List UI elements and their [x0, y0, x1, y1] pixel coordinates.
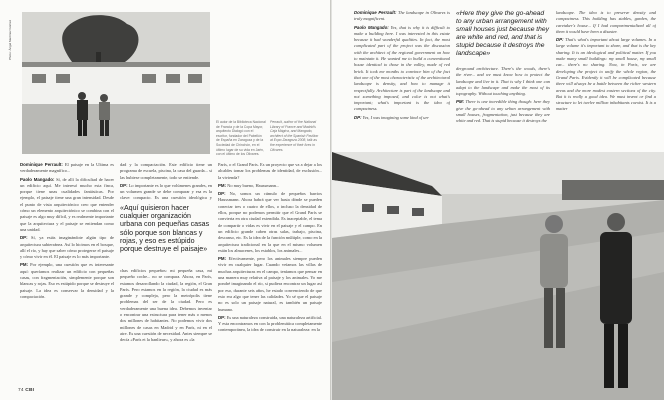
paragraph: PM: Por ejemplo, una cuestión que es interesante aquí: queríamos realizar un edificio con pequeñas casas, con fragmentación, simplemente porque son blancas y rojas. Eso es estúpido porque se destruye el paisaje. La idea es conservar la densidad y la compactación. — [20, 262, 114, 299]
paragraph: DP: Es una naturaleza construida, una naturaleza artificial. Y esta encontramos en con la problemática completamente contemporánea, la idea de construir en la naturaleza: en la — [218, 314, 322, 333]
right-column-3 — [556, 10, 656, 150]
right-page — [332, 0, 664, 400]
paragraph: DP: No, somos un cúmulo de pequeños barrios Haussmann. Ahora habrá que ver hasta dónde se pueden conectar tres o cuatro de ellos, o incluso la densidad de ellos, porque no podemos permitir que el Grand París se convierta en otra ciudad extendida. Es inaceptable, el tema de compartir o vidas es vivir en el paisaje y el campo. En un edificio grande caben otras salas, trabajo, piscina, descanso, etc. Es la idea de la función múltiple, como en la arquitectura tradicional en la que en el mismo volumen están los almacenes, los establos, los animales... — [218, 191, 322, 253]
paragraph: PM: There is one incredible thing though: here they give the go-ahead to any urban arrangement with small houses, fragmentation, just because they are white and red. That is stupid because it destroys the — [456, 99, 550, 124]
paragraph: DP: Sí, ya estás imaginándote algún tipo de arquitectura subterránea. Así lo hicimos en el bosque, allí el río, y hay que saber cómo protegerse el paisaje y cómo vivir en él. El paisaje es lo más importante. — [20, 235, 114, 260]
left-column-2-bottom — [120, 268, 212, 384]
paragraph: Paolo Mangado: Yes, that is why it is difficult to make a building here. I was interested in this estate because it had wonderful qualities. In fact, the most complicated part of the project was the discussion with the architect of the regional government on how to maintain it. He wanted me to build a conventional house identical to those in the valley, made of red brick. It took me months to convince him of the fact that one of the most characteristic of the architectural landscape is density, and how to manage it respectfully. Architecture is part of the landscape and not something imposed, and color is not what's important; what's important is the idea of compactness. — [354, 24, 450, 112]
caption-english: Perrault, author of the National Library of France and Madrid's Caja Mágica, and Mangado, architect of the Spanish Pavilion at Expo Zaragoza 2008, talk as the experience of their lives in Olivares. — [270, 120, 319, 152]
paragraph: dad y la compactación. Este edificio tiene un programa de escuela, piscina, la casa del guarda... si las hubiese completamente, todo se entiende. — [120, 162, 212, 180]
paragraph: chas edificios pequeños: mi pequeña casa, mi pequeño coche... no se compara. Ahora, en París, estamos desarrollando la ciudad, la región, el Gran París. Pero estamos en la región, la ciudad es más grande y compleja, pero la metrópolis tiene problemas del ser de la ciudad. Pero es verdaderamente una buena idea. Debemos inventar o encontrar una estructura para tener más o menos dos millones de habitantes. No podemos vivir dos millones de casas en Madrid y en París, ni en el aire. Es una cuestión de necesidad. Antes siempre se decía «París et la banlieue», y ahora es «la — [120, 268, 212, 343]
left-column-2-top — [120, 162, 212, 200]
paragraph: PM: Efectivamente, pero los animales siempre pueden vivir en cualquier lugar. Cuando veíamos las villas de muchas arquitecturas en el campo, teníamos que pensar en una manera muy relativa al paisaje y los animales. Yo me pondré imaginando el río, si pudiera encontrar un lugar así por eso, durante seis años, he estado convenciendo de que esto era algo que tener las calidades. Yo sé que el paisaje no es solo un paisaje natural, es también un paisaje humano. — [218, 256, 322, 312]
pull-quote-english: «Here they give the go-ahead to any urban arrangement with small houses just because they are white and red, and that is stupid because it destroys the landscape» — [456, 10, 549, 57]
paragraph: PM: No muy bueno, Haussmann... — [218, 182, 280, 188]
building-wall — [22, 64, 210, 104]
building-photo — [22, 12, 210, 154]
page-folio: 74 CBI — [18, 388, 35, 393]
caption-spanish: El autor de la Biblioteca Nacional de Francia y de la Copa Mayor, arquitecto Dialogó con el escritor, fundador del Pabellón de España en Zaragoza y de la Sociedad de Chinchón, en el último lugar de su vida en Jaén, con el último de los Olivares. — [216, 120, 266, 156]
paragraph: DP: That's what's important about large volumes. In a large volume it's important to share, and that is the key sharing. It is an ideological and political matter. If you make many small buildings: my small house, my small car... there's no sharing. Now, in Paris, we are developing the project to unify the whole region, the Grand Paris. Evidently it will be complicated because there will always be a battle between the richer western areas and the more modest eastern sections of the city. But it is really a good idea. We must invent or find a structure to let twelve million inhabitants coexist. It is a matter — [556, 37, 656, 112]
paragraph: Paolo Mangado: Sí, de allí la dificultad de hacer un edificio aquí. Me interesó mucho esta finca, porque tiene unas cualidades fantásticas. Por ejemplo, el paisaje tiene una gran intensidad. Desde el punto de vista arquitectónico creo que entender cómo un elemento arquitectónico se combina con el paisaje es algo muy difícil, y es realmente importante que la arquitectura y el paisaje se entiendan como una unidad. — [20, 176, 114, 232]
left-column-3 — [218, 162, 322, 384]
field-photo — [332, 152, 664, 400]
pull-quote-spanish: «Aquí quisieron hacer cualquier organización urbana con pequeñas casas sólo porque son blancas y rojas, y eso es estúpido porque destruye el paisaje» — [120, 204, 210, 254]
left-column-1 — [20, 162, 114, 384]
paragraph: París, o el Grand Paris. Es un proyecto que va a dejar a los alcaldes tomar los problemas de identidad, de exclusión... la vivienda? — [218, 162, 322, 180]
photo-credit: Photo: Ángel Martínez Gómez — [8, 19, 12, 60]
right-column-2 — [456, 66, 550, 150]
ground — [22, 104, 210, 154]
paragraph: Dominique Perrault: The landscape in Olivares is truly magnificent. — [354, 10, 450, 22]
paragraph: DP: Lo importante es lo que volúmenes grandes, en un volumen grande se debe comparar y esa es la clave: compacto. Es una cuestión ideológica y — [120, 182, 212, 200]
tree-line — [562, 180, 664, 200]
paragraph: derground architecture. There's the woods, there's the river... and we must know how to protect the landscape and live in it. That is why I think one can adapt to the landscape and make the most of its topography. Without touching anything. — [456, 66, 550, 97]
left-page — [0, 0, 330, 400]
paragraph: Dominique Perrault: El paisaje en la Ultima es verdaderamente magnífico... — [20, 162, 114, 174]
building-roof — [22, 62, 210, 67]
paragraph: DP: Yes, I was imagining some kind of un- — [354, 114, 430, 120]
paragraph: landscape. The idea is to preserve density and compactness. This building has stables, garden, the caretaker's house... If I had compartmentalized all of them it would have been a disaster. — [556, 10, 656, 34]
right-column-1 — [354, 10, 450, 150]
